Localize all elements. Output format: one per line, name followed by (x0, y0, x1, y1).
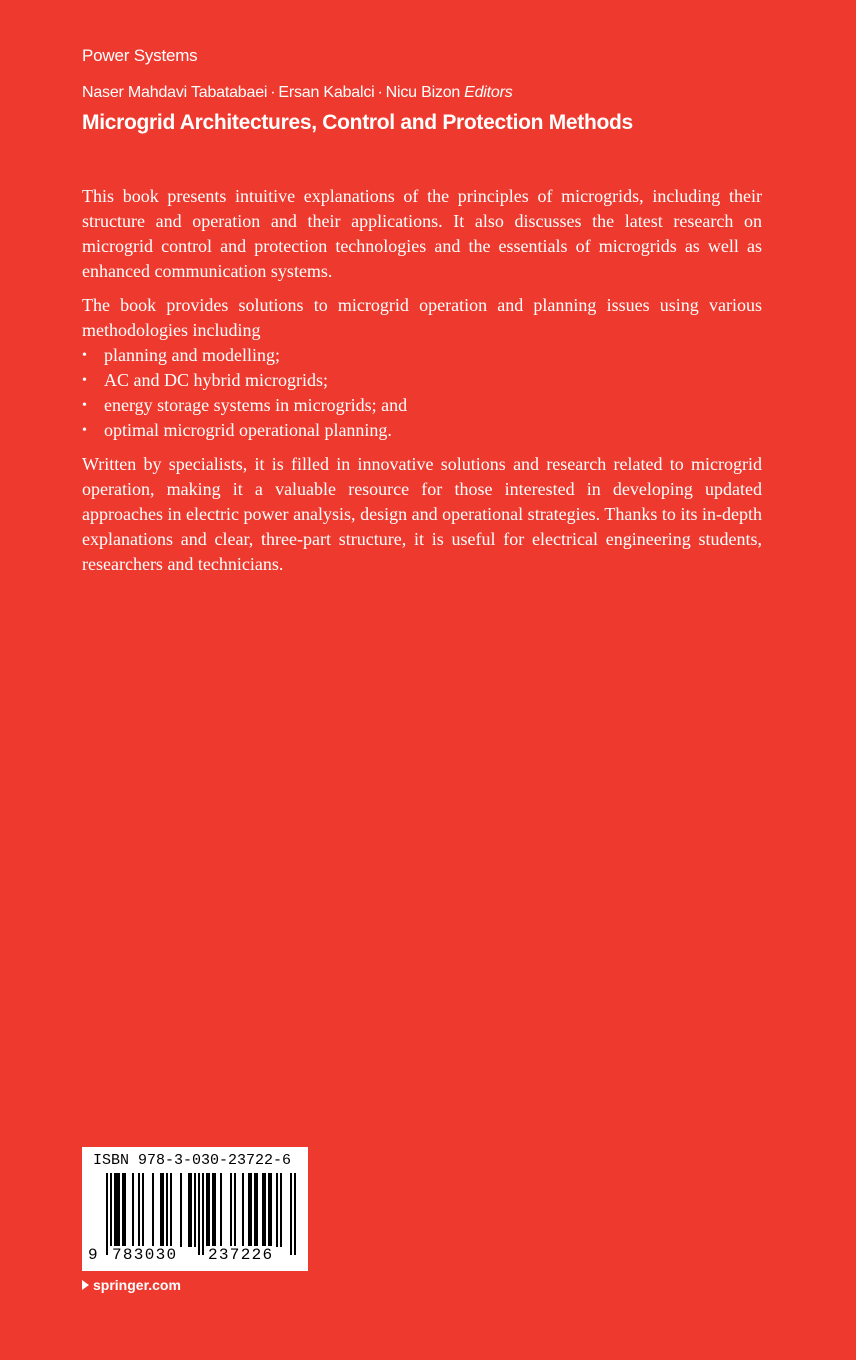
barcode-bar (106, 1173, 108, 1255)
editor-name: Naser Mahdavi Tabatabaei (82, 84, 268, 101)
description-paragraph: Written by specialists, it is filled in innovative solutions and research related to microgrid operation, making it a valuable resource for those interested in developing updated approaches in electric power analysis, design and operational strategies. Thanks to its in-depth explanations and clear, three-part structure, it is useful for electrical engineering students, researchers and technicians. (82, 454, 762, 574)
editor-separator: · (377, 84, 383, 101)
barcode-digits-right: 237226 (208, 1246, 274, 1264)
barcode-bar (262, 1173, 264, 1247)
description-paragraph: This book presents intuitive explanations of the principles of microgrids, including their structure and operation and their applications. It also discusses the latest research on microgrid control and protection technologies and the essentials of microgrids as well as enhanced communication systems. (82, 186, 762, 281)
list-item: • planning and modelling; (82, 343, 762, 368)
barcode-bar (190, 1173, 192, 1247)
barcode-bar (220, 1173, 222, 1247)
barcode-bar (116, 1173, 118, 1247)
barcode-bar (124, 1173, 126, 1247)
barcode-bar (188, 1173, 190, 1247)
barcode-bar (276, 1173, 278, 1247)
barcode-bar (110, 1173, 112, 1255)
barcode-bar (114, 1173, 116, 1247)
barcode-bar (214, 1173, 216, 1247)
barcode-bar (162, 1173, 164, 1247)
series-name: Power Systems (82, 46, 198, 65)
barcode-bar (256, 1173, 258, 1247)
barcode-bar (208, 1173, 210, 1247)
barcode-bar (212, 1173, 214, 1247)
publisher-link[interactable] (82, 1277, 181, 1293)
barcode-digits-left: 783030 (112, 1246, 178, 1264)
barcode-bar (294, 1173, 296, 1255)
barcode-bar (132, 1173, 134, 1247)
editors-role: Editors (464, 84, 513, 101)
book-description (82, 184, 762, 586)
list-item: • optimal microgrid operational planning. (82, 418, 762, 443)
description-paragraph: The book provides solutions to microgrid operation and planning issues using various methodologies including (82, 295, 762, 340)
barcode-bar (118, 1173, 120, 1247)
barcode-bar (122, 1173, 124, 1247)
methodology-list (82, 343, 762, 443)
barcode-bar (180, 1173, 182, 1247)
publisher-website: springer.com (93, 1277, 181, 1293)
editor-name: Nicu Bizon (385, 84, 461, 101)
barcode-bar (270, 1173, 272, 1247)
barcode-bar (242, 1173, 244, 1247)
barcode-bar (142, 1173, 144, 1247)
barcode-bar (166, 1173, 168, 1247)
barcode-bar (202, 1173, 204, 1255)
editors-line (82, 84, 513, 102)
book-title: Microgrid Architectures, Control and Protection Methods (82, 111, 633, 134)
barcode-bar (264, 1173, 266, 1247)
barcode-bar (170, 1173, 172, 1247)
editor-separator: · (270, 84, 276, 101)
barcode-bar (198, 1173, 200, 1255)
barcode-bar (248, 1173, 250, 1247)
barcode-bar (194, 1173, 196, 1247)
barcode-bar (290, 1173, 292, 1255)
list-item: • AC and DC hybrid microgrids; (82, 368, 762, 393)
barcode-bar (250, 1173, 252, 1247)
barcode-bar (268, 1173, 270, 1247)
barcode-bar (254, 1173, 256, 1247)
barcode-digit-lead: 9 (88, 1246, 98, 1264)
isbn-barcode (82, 1147, 308, 1271)
barcode-bar (234, 1173, 236, 1247)
barcode-bar (230, 1173, 232, 1247)
barcode-bar (152, 1173, 154, 1247)
barcode-bar (160, 1173, 162, 1247)
barcode-bar (280, 1173, 282, 1247)
arrow-right-icon (82, 1280, 89, 1290)
barcode-bar (138, 1173, 140, 1247)
isbn-number: ISBN 978-3-030-23722-6 (93, 1152, 292, 1169)
barcode-bar (206, 1173, 208, 1247)
editor-name: Ersan Kabalci (278, 84, 375, 101)
list-item: • energy storage systems in microgrids; and (82, 393, 762, 418)
